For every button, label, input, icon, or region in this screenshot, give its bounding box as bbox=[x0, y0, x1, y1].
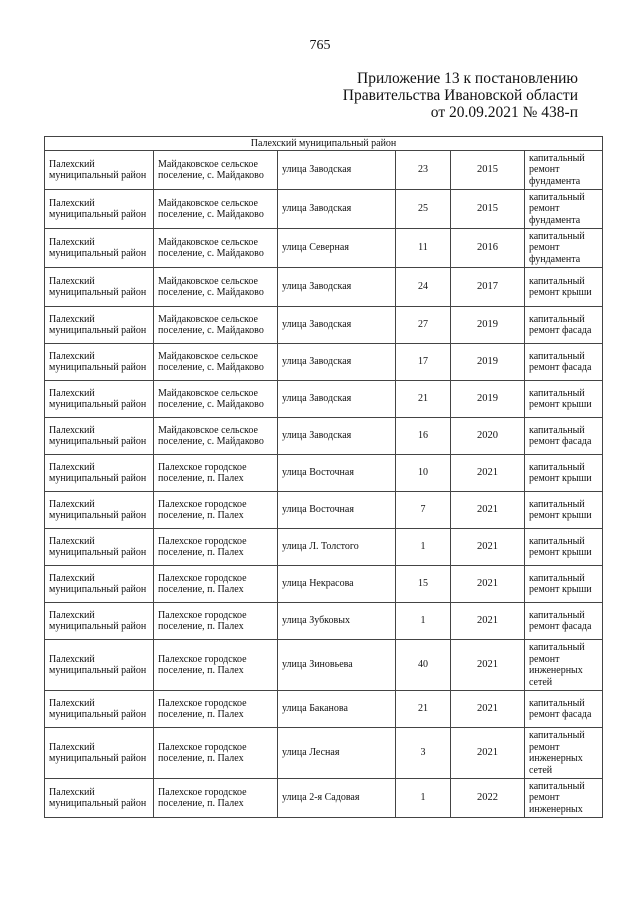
settlement-cell: Палехское городское поселение, п. Палех bbox=[154, 779, 278, 818]
year-cell: 2019 bbox=[451, 344, 525, 381]
settlement-cell: Майдаковское сельское поселение, с. Майдаково bbox=[154, 268, 278, 307]
settlement-cell: Майдаковское сельское поселение, с. Майдаково bbox=[154, 190, 278, 229]
settlement-cell: Палехское городское поселение, п. Палех bbox=[154, 492, 278, 529]
table-row bbox=[45, 151, 603, 190]
street-cell: улица Лесная bbox=[278, 728, 396, 779]
year-cell: 2021 bbox=[451, 640, 525, 691]
year-cell: 2021 bbox=[451, 566, 525, 603]
table-row bbox=[45, 381, 603, 418]
year-cell: 2022 bbox=[451, 779, 525, 818]
street-cell: улица Северная bbox=[278, 229, 396, 268]
year-cell: 2019 bbox=[451, 307, 525, 344]
work-type-cell: капитальный ремонт фундамента bbox=[525, 190, 603, 229]
table-row bbox=[45, 603, 603, 640]
street-cell: улица Некрасова bbox=[278, 566, 396, 603]
house-number-cell: 1 bbox=[396, 779, 451, 818]
district-cell: Палехский муниципальный район bbox=[45, 640, 154, 691]
house-number-cell: 21 bbox=[396, 691, 451, 728]
year-cell: 2019 bbox=[451, 381, 525, 418]
street-cell: улица Заводская bbox=[278, 268, 396, 307]
district-cell: Палехский муниципальный район bbox=[45, 492, 154, 529]
settlement-cell: Палехское городское поселение, п. Палех bbox=[154, 728, 278, 779]
year-cell: 2021 bbox=[451, 691, 525, 728]
table-row bbox=[45, 455, 603, 492]
work-type-cell: капитальный ремонт фундамента bbox=[525, 229, 603, 268]
house-number-cell: 1 bbox=[396, 529, 451, 566]
settlement-cell: Майдаковское сельское поселение, с. Майдаково bbox=[154, 344, 278, 381]
work-type-cell: капитальный ремонт фасада bbox=[525, 418, 603, 455]
street-cell: улица Баканова bbox=[278, 691, 396, 728]
work-type-cell: капитальный ремонт крыши bbox=[525, 268, 603, 307]
district-cell: Палехский муниципальный район bbox=[45, 529, 154, 566]
street-cell: улица Восточная bbox=[278, 455, 396, 492]
settlement-cell: Майдаковское сельское поселение, с. Майдаково bbox=[154, 307, 278, 344]
table-row bbox=[45, 307, 603, 344]
district-cell: Палехский муниципальный район bbox=[45, 728, 154, 779]
appendix-header bbox=[343, 70, 578, 121]
table-row bbox=[45, 492, 603, 529]
year-cell: 2021 bbox=[451, 603, 525, 640]
district-cell: Палехский муниципальный район bbox=[45, 603, 154, 640]
work-type-cell: капитальный ремонт инженерных bbox=[525, 779, 603, 818]
house-number-cell: 24 bbox=[396, 268, 451, 307]
house-number-cell: 27 bbox=[396, 307, 451, 344]
table-row bbox=[45, 529, 603, 566]
street-cell: улица Заводская bbox=[278, 344, 396, 381]
year-cell: 2015 bbox=[451, 151, 525, 190]
street-cell: улица Заводская bbox=[278, 151, 396, 190]
district-cell: Палехский муниципальный район bbox=[45, 307, 154, 344]
work-type-cell: капитальный ремонт инженерных сетей bbox=[525, 640, 603, 691]
settlement-cell: Палехское городское поселение, п. Палех bbox=[154, 566, 278, 603]
work-type-cell: капитальный ремонт фасада bbox=[525, 603, 603, 640]
header-line-2: Правительства Ивановской области bbox=[342, 87, 578, 104]
street-cell: улица Заводская bbox=[278, 190, 396, 229]
work-type-cell: капитальный ремонт крыши bbox=[525, 381, 603, 418]
settlement-cell: Палехское городское поселение, п. Палех bbox=[154, 640, 278, 691]
district-cell: Палехский муниципальный район bbox=[45, 566, 154, 603]
work-type-cell: капитальный ремонт крыши bbox=[525, 566, 603, 603]
district-cell: Палехский муниципальный район bbox=[45, 344, 154, 381]
house-number-cell: 23 bbox=[396, 151, 451, 190]
district-cell: Палехский муниципальный район bbox=[45, 691, 154, 728]
table-row bbox=[45, 779, 603, 818]
work-type-cell: капитальный ремонт фасада bbox=[525, 307, 603, 344]
house-number-cell: 3 bbox=[396, 728, 451, 779]
settlement-cell: Майдаковское сельское поселение, с. Майдаково bbox=[154, 229, 278, 268]
work-type-cell: капитальный ремонт фасада bbox=[525, 691, 603, 728]
region-title: Палехский муниципальный район bbox=[45, 137, 603, 151]
header-line-3: от 20.09.2021 № 438-п bbox=[430, 104, 578, 121]
settlement-cell: Майдаковское сельское поселение, с. Майдаково bbox=[154, 418, 278, 455]
settlement-cell: Палехское городское поселение, п. Палех bbox=[154, 529, 278, 566]
district-cell: Палехский муниципальный район bbox=[45, 779, 154, 818]
house-number-cell: 17 bbox=[396, 344, 451, 381]
table-row bbox=[45, 691, 603, 728]
header-line-1: Приложение 13 к постановлению bbox=[357, 70, 578, 87]
work-type-cell: капитальный ремонт фасада bbox=[525, 344, 603, 381]
district-cell: Палехский муниципальный район bbox=[45, 381, 154, 418]
street-cell: улица Заводская bbox=[278, 307, 396, 344]
settlement-cell: Палехское городское поселение, п. Палех bbox=[154, 603, 278, 640]
table-row bbox=[45, 640, 603, 691]
year-cell: 2017 bbox=[451, 268, 525, 307]
year-cell: 2021 bbox=[451, 529, 525, 566]
house-number-cell: 16 bbox=[396, 418, 451, 455]
house-number-cell: 15 bbox=[396, 566, 451, 603]
work-type-cell: капитальный ремонт крыши bbox=[525, 492, 603, 529]
settlement-cell: Палехское городское поселение, п. Палех bbox=[154, 691, 278, 728]
year-cell: 2016 bbox=[451, 229, 525, 268]
work-type-cell: капитальный ремонт крыши bbox=[525, 529, 603, 566]
district-cell: Палехский муниципальный район bbox=[45, 418, 154, 455]
street-cell: улица Зубковых bbox=[278, 603, 396, 640]
work-type-cell: капитальный ремонт инженерных сетей bbox=[525, 728, 603, 779]
table-row bbox=[45, 728, 603, 779]
district-cell: Палехский муниципальный район bbox=[45, 268, 154, 307]
work-type-cell: капитальный ремонт фундамента bbox=[525, 151, 603, 190]
table-row bbox=[45, 268, 603, 307]
street-cell: улица Зиновьева bbox=[278, 640, 396, 691]
table-row bbox=[45, 566, 603, 603]
street-cell: улица Заводская bbox=[278, 418, 396, 455]
settlement-cell: Майдаковское сельское поселение, с. Майдаково bbox=[154, 151, 278, 190]
street-cell: улица Л. Толстого bbox=[278, 529, 396, 566]
house-number-cell: 11 bbox=[396, 229, 451, 268]
table-row bbox=[45, 229, 603, 268]
house-number-cell: 1 bbox=[396, 603, 451, 640]
table-row bbox=[45, 418, 603, 455]
district-cell: Палехский муниципальный район bbox=[45, 151, 154, 190]
house-number-cell: 40 bbox=[396, 640, 451, 691]
year-cell: 2021 bbox=[451, 728, 525, 779]
work-type-cell: капитальный ремонт крыши bbox=[525, 455, 603, 492]
year-cell: 2021 bbox=[451, 455, 525, 492]
page-number: 765 bbox=[309, 38, 331, 53]
settlement-cell: Майдаковское сельское поселение, с. Майдаково bbox=[154, 381, 278, 418]
street-cell: улица Заводская bbox=[278, 381, 396, 418]
district-cell: Палехский муниципальный район bbox=[45, 455, 154, 492]
house-number-cell: 21 bbox=[396, 381, 451, 418]
district-cell: Палехский муниципальный район bbox=[45, 190, 154, 229]
year-cell: 2015 bbox=[451, 190, 525, 229]
settlement-cell: Палехское городское поселение, п. Палех bbox=[154, 455, 278, 492]
street-cell: улица Восточная bbox=[278, 492, 396, 529]
table-row bbox=[45, 190, 603, 229]
district-cell: Палехский муниципальный район bbox=[45, 229, 154, 268]
year-cell: 2020 bbox=[451, 418, 525, 455]
table-row bbox=[45, 344, 603, 381]
house-number-cell: 7 bbox=[396, 492, 451, 529]
house-number-cell: 25 bbox=[396, 190, 451, 229]
repair-table bbox=[44, 136, 603, 818]
year-cell: 2021 bbox=[451, 492, 525, 529]
house-number-cell: 10 bbox=[396, 455, 451, 492]
street-cell: улица 2-я Садовая bbox=[278, 779, 396, 818]
